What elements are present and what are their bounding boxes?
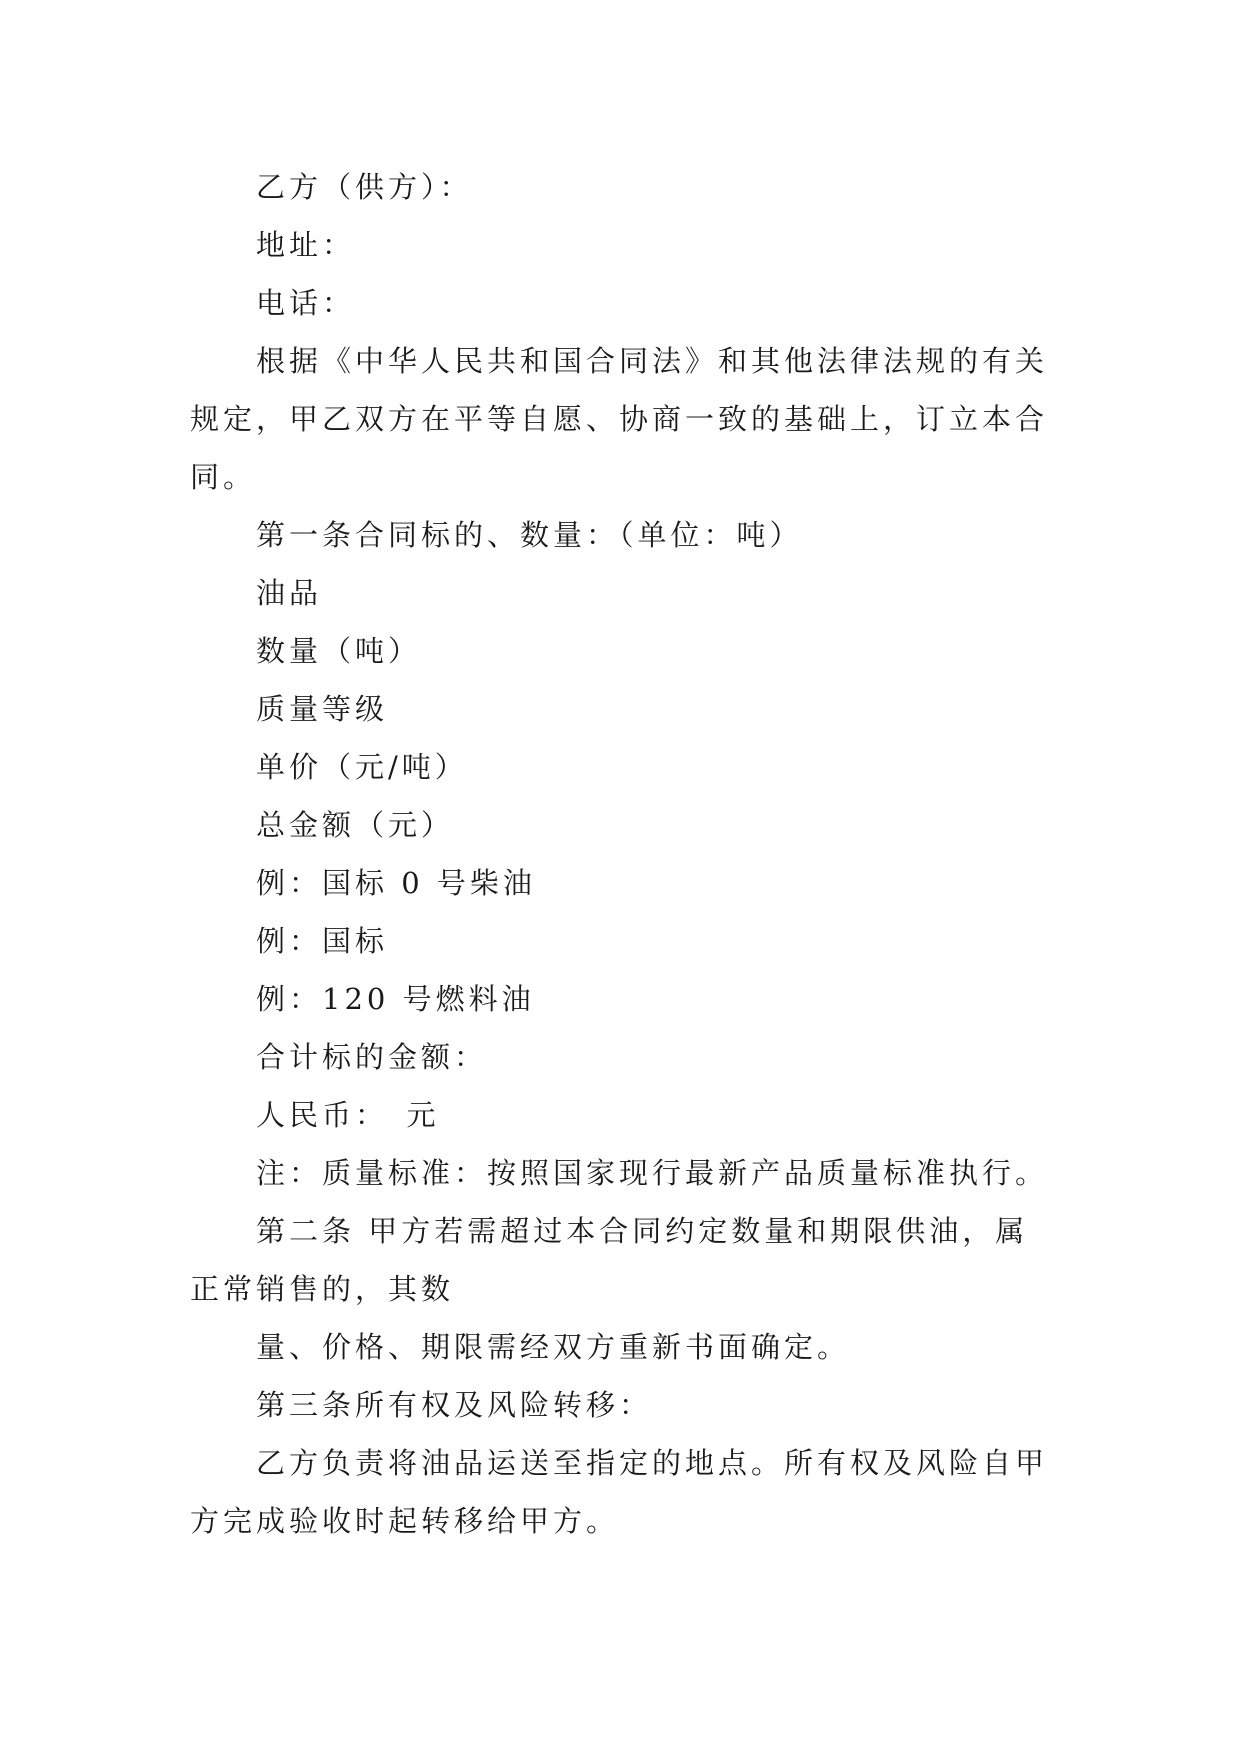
contract-body: [190, 158, 1050, 1550]
article-1-heading: 第一条合同标的、数量：（单位：吨）: [256, 518, 803, 552]
example-fuel-oil: 例：120 号燃料油: [256, 982, 535, 1016]
table-header-quantity: 数量（吨）: [256, 634, 422, 668]
example-diesel: 例：国标 0 号柴油: [256, 866, 536, 900]
table-header-unit-price: 单价（元/吨）: [256, 750, 468, 784]
article-2-paragraph: 第二条 甲方若需超过本合同约定数量和期限供油，属正常销售的，其数: [190, 1214, 1029, 1306]
article-3-paragraph: 乙方负责将油品运送至指定的地点。所有权及风险自甲方完成验收时起转移给甲方。: [190, 1446, 1049, 1538]
article-3-heading: 第三条所有权及风险转移：: [256, 1388, 653, 1422]
phone-label: 电话：: [256, 286, 356, 320]
supplier-label: 乙方（供方）：: [256, 170, 473, 204]
quality-note: 注：质量标准：按照国家现行最新产品质量标准执行。: [256, 1156, 1049, 1190]
example-national-standard: 例：国标: [256, 924, 389, 958]
table-header-oil-product: 油品: [256, 576, 323, 610]
article-2-continuation: 量、价格、期限需经双方重新书面确定。: [256, 1330, 851, 1364]
total-amount-label: 合计标的金额：: [256, 1040, 488, 1074]
rmb-label: 人民币： 元: [256, 1098, 440, 1132]
table-header-quality-grade: 质量等级: [256, 692, 389, 726]
address-label: 地址：: [256, 228, 356, 262]
preamble-paragraph: 根据《中华人民共和国合同法》和其他法律法规的有关规定，甲乙双方在平等自愿、协商一致的基础上，订立本合同。: [190, 344, 1049, 494]
table-header-total-amount: 总金额（元）: [256, 808, 455, 842]
